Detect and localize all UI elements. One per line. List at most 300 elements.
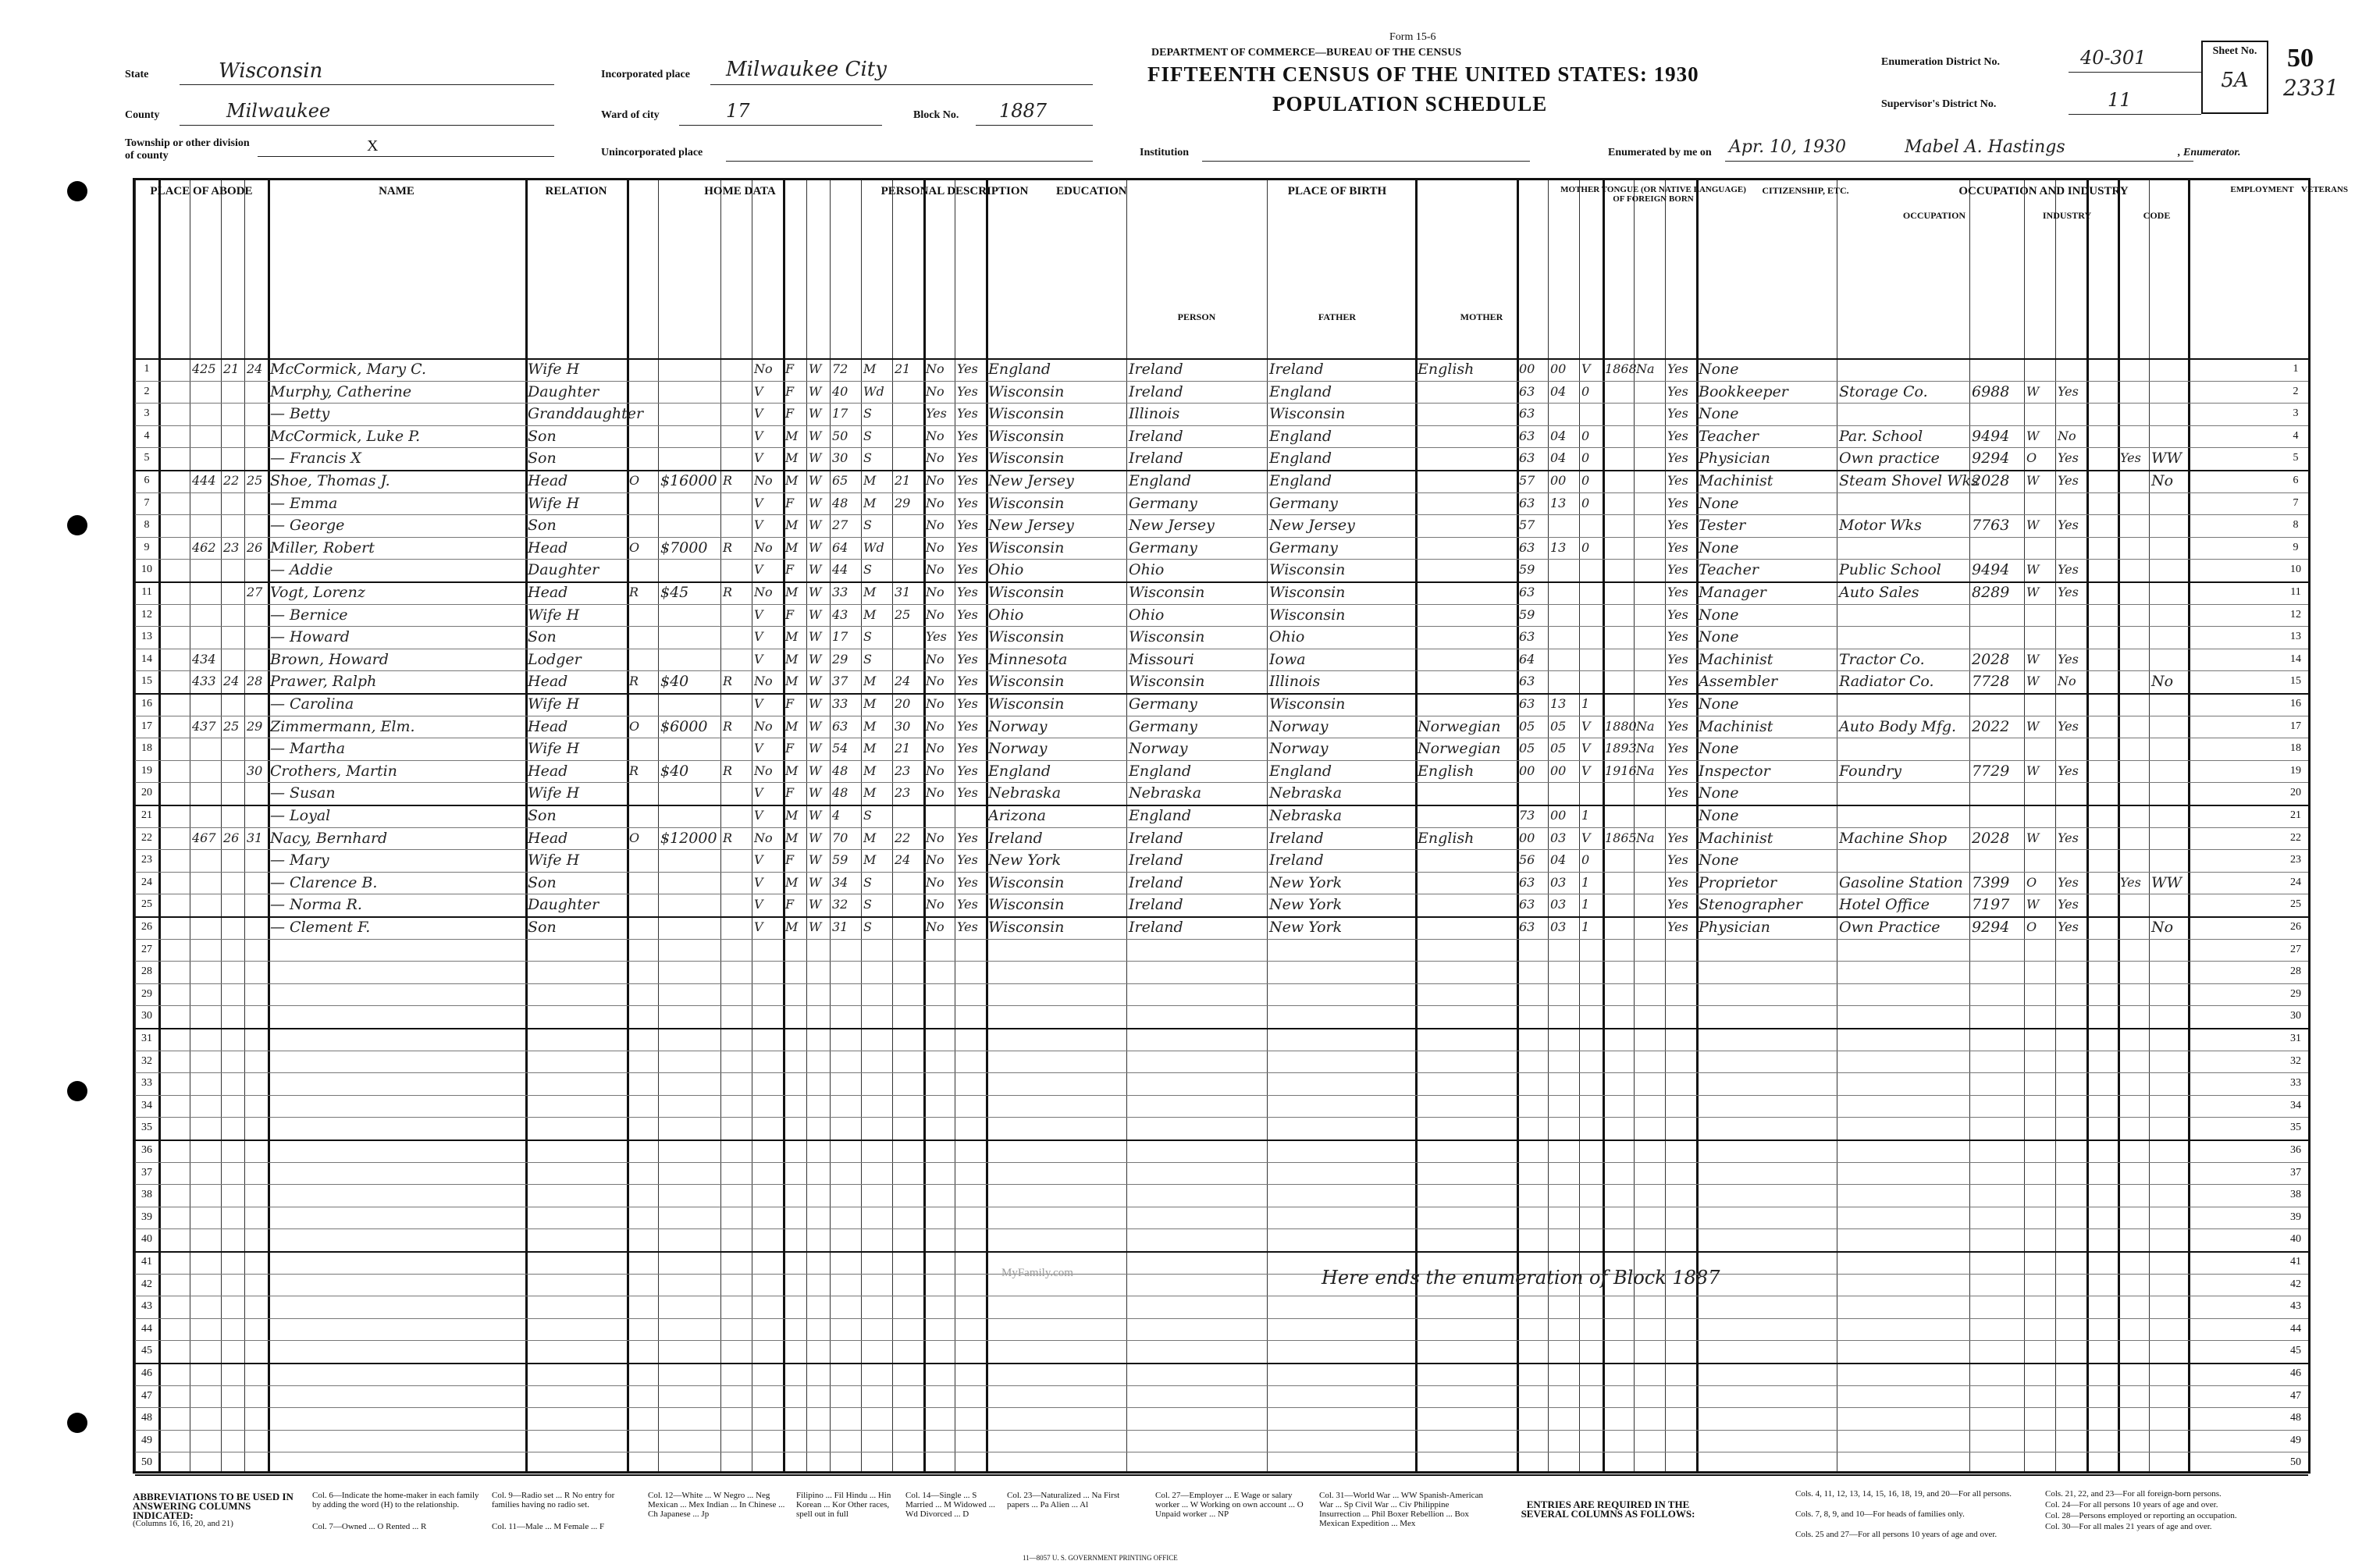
cell-b-father: England [1129, 472, 1192, 489]
row-number-left: 38 [141, 1189, 152, 1201]
row-rule [135, 1005, 2308, 1006]
cell-school: No [926, 651, 944, 667]
cell-c1: 64 [1519, 651, 1535, 667]
county-label: County [125, 109, 160, 121]
cell-b-mother: Wisconsin [1269, 606, 1346, 624]
cell-read: Yes [957, 651, 978, 667]
cell-tongue: Norwegian [1418, 717, 1501, 735]
cell-name: — Addie [270, 561, 333, 579]
row-number-left: 9 [144, 541, 150, 553]
cell-school: No [926, 763, 944, 778]
cell-work: Yes [2058, 874, 2079, 890]
cell-code: 2028 [1972, 829, 2010, 847]
row-number-right: 1 [2293, 363, 2299, 375]
cell-b-person: Wisconsin [988, 673, 1065, 691]
cell-farm: No [754, 361, 773, 376]
row-number-left: 21 [141, 809, 152, 821]
cell-ind: Auto Sales [1839, 584, 1919, 601]
cell-value: $12000 [660, 829, 717, 847]
cell-c2: 03 [1550, 830, 1567, 845]
cell-school: No [926, 585, 944, 599]
cell-work: Yes [2058, 718, 2079, 734]
cell-b-mother: Wisconsin [1269, 695, 1346, 713]
cell-code: 7763 [1972, 517, 2010, 535]
cell-marital: M [863, 696, 877, 711]
row-rule [135, 514, 2308, 515]
row-rule [135, 1407, 2308, 1408]
cell-name: — Emma [270, 494, 338, 512]
cell-name: — Loyal [270, 807, 331, 824]
cell-school: No [926, 897, 944, 912]
cell-occ: None [1699, 807, 1739, 824]
cell-marital: S [863, 874, 872, 890]
cell-war: No [2151, 919, 2174, 936]
row-number-right: 2 [2293, 385, 2299, 397]
cell-tongue: English [1418, 829, 1475, 847]
row-number-right: 19 [2290, 764, 2301, 777]
footer-col14: Col. 14—Single ... S Married ... M Widowed ... Wd Divorced ... D [905, 1491, 995, 1519]
cell-b-father: Missouri [1129, 650, 1194, 668]
cell-age: 59 [832, 852, 848, 868]
cell-war: No [2151, 472, 2174, 489]
cell-c1: 63 [1519, 674, 1535, 689]
cell-b-person: Wisconsin [988, 695, 1065, 713]
cell-c3: V [1581, 361, 1591, 376]
cell-b-person: Ohio [988, 606, 1024, 624]
cell-dwelling: 21 [223, 361, 240, 376]
footer-col11: Col. 11—Male ... M Female ... F [492, 1522, 605, 1531]
cell-c2: 03 [1550, 874, 1567, 890]
cell-family: 26 [247, 539, 263, 555]
cell-name: Vogt, Lorenz [270, 584, 365, 601]
cell-sex: M [785, 629, 799, 645]
row-number-right: 29 [2290, 987, 2301, 1000]
group-place-of-birth: PLACE OF BIRTH [1287, 185, 1387, 197]
row-number-right: 32 [2290, 1054, 2301, 1067]
cell-code: 8289 [1972, 584, 2010, 601]
cell-cls: W [2026, 428, 2040, 443]
row-number-left: 25 [141, 898, 152, 911]
cell-b-mother: New Jersey [1269, 517, 1355, 535]
cell-farm: V [754, 852, 763, 868]
supervisor-district-value: 11 [2108, 89, 2132, 111]
footer-abbreviations-sub: (Columns 16, 16, 20, and 21) [133, 1519, 233, 1528]
cell-c2: 00 [1550, 808, 1567, 823]
cell-read: Yes [957, 450, 978, 466]
row-rule [135, 961, 2308, 962]
cell-race: W [809, 830, 822, 845]
row-number-left: 18 [141, 742, 152, 755]
cell-work: Yes [2058, 450, 2079, 466]
cell-ind: Par. School [1839, 427, 1923, 445]
cell-b-father: Wisconsin [1129, 673, 1205, 691]
cell-eng: Yes [1667, 495, 1688, 510]
row-number-left: 5 [144, 452, 150, 464]
row-rule [135, 1340, 2308, 1341]
cell-cls: W [2026, 585, 2040, 599]
cell-eng: Yes [1667, 383, 1688, 399]
cell-read: Yes [957, 428, 978, 443]
row-rule [135, 872, 2308, 873]
cell-ind: Radiator Co. [1839, 673, 1934, 691]
cell-b-father: Ireland [1129, 896, 1183, 914]
cell-family: 30 [247, 763, 263, 778]
cell-b-person: Wisconsin [988, 628, 1065, 646]
cell-sex: M [785, 808, 799, 823]
group-mother-tongue: MOTHER TONGUE (OR NATIVE LANGUAGE) OF FOREIGN BORN [1560, 185, 1746, 204]
row-number-left: 17 [141, 720, 152, 732]
cell-school: No [926, 450, 944, 466]
row-number-right: 36 [2290, 1144, 2301, 1156]
subheader-person: PERSON [1177, 311, 1216, 322]
cell-ind: Own Practice [1839, 919, 1941, 936]
cell-school: No [926, 473, 944, 488]
cell-c3: V [1581, 830, 1591, 845]
cell-b-person: Wisconsin [988, 584, 1065, 601]
column-rule [2188, 180, 2190, 1471]
cell-rel: Lodger [528, 650, 582, 668]
row-number-left: 7 [144, 496, 150, 509]
row-rule [135, 1162, 2308, 1163]
cell-age: 4 [832, 808, 841, 823]
cell-value: $6000 [660, 717, 708, 735]
punch-hole [67, 181, 87, 201]
cell-radio: R [723, 718, 733, 734]
cell-nat: Na [1636, 361, 1655, 376]
cell-occ: None [1699, 494, 1739, 512]
cell-b-person: Norway [988, 740, 1048, 758]
row-rule [135, 1430, 2308, 1431]
cell-c2: 05 [1550, 741, 1567, 756]
cell-occ: Proprietor [1699, 873, 1777, 891]
cell-code: 6988 [1972, 382, 2010, 400]
enumerator-name: Mabel A. Hastings [1905, 137, 2065, 157]
cell-age-marr: 25 [895, 606, 911, 622]
footer-entries-1: Cols. 4, 11, 12, 13, 14, 15, 16, 18, 19, and 20—For all persons. [1795, 1489, 2012, 1499]
cell-c1: 63 [1519, 428, 1535, 443]
cell-age-marr: 29 [895, 495, 911, 510]
cell-c2: 05 [1550, 718, 1567, 734]
cell-marital: M [863, 361, 877, 376]
cell-eng: Yes [1667, 562, 1688, 578]
cell-race: W [809, 718, 822, 734]
row-rule [135, 1363, 2308, 1364]
cell-farm: V [754, 874, 763, 890]
cell-eng: Yes [1667, 629, 1688, 645]
cell-eng: Yes [1667, 874, 1688, 890]
cell-eng: Yes [1667, 852, 1688, 868]
cell-name: — Howard [270, 628, 350, 646]
cell-b-father: Germany [1129, 539, 1197, 556]
cell-read: Yes [957, 562, 978, 578]
group-citizenship: CITIZENSHIP, ETC. [1762, 185, 1849, 196]
footer-col6: Col. 6—Indicate the home-maker in each family by adding the word (H) to the relationship. [312, 1491, 479, 1509]
row-number-left: 2 [144, 385, 150, 397]
cell-rel: Wife H [528, 494, 580, 512]
cell-school: No [926, 852, 944, 868]
cell-name: Crothers, Martin [270, 762, 397, 780]
row-number-left: 12 [141, 608, 152, 620]
row-number-left: 4 [144, 429, 150, 442]
cell-work: Yes [2058, 897, 2079, 912]
cell-b-person: New Jersey [988, 472, 1074, 489]
row-number-left: 42 [141, 1278, 152, 1290]
cell-race: W [809, 696, 822, 711]
cell-b-mother: England [1269, 382, 1332, 400]
cell-sex: F [785, 606, 795, 622]
cell-b-father: Ireland [1129, 829, 1183, 847]
cell-b-mother: Iowa [1269, 650, 1306, 668]
cell-c1: 63 [1519, 495, 1535, 510]
cell-b-mother: England [1269, 427, 1332, 445]
cell-c3: 1 [1581, 919, 1590, 934]
cell-b-mother: England [1269, 762, 1332, 780]
row-number-left: 10 [141, 564, 152, 576]
cell-immig: 1868 [1605, 361, 1637, 376]
cell-house: 433 [192, 674, 216, 689]
cell-cls: O [2026, 919, 2037, 934]
column-rule [1267, 180, 1268, 1471]
row-rule [135, 1072, 2308, 1073]
cell-eng: Yes [1667, 763, 1688, 778]
cell-race: W [809, 539, 822, 555]
cell-race: W [809, 428, 822, 443]
row-rule [135, 1028, 2308, 1029]
row-number-left: 48 [141, 1412, 152, 1424]
row-rule [135, 693, 2308, 695]
cell-b-mother: New York [1269, 873, 1343, 891]
cell-value: $7000 [660, 539, 708, 556]
cell-school: No [926, 674, 944, 689]
column-rule [720, 180, 721, 1471]
row-number-left: 26 [141, 921, 152, 933]
row-number-left: 24 [141, 876, 152, 888]
cell-b-person: Wisconsin [988, 382, 1065, 400]
column-rule [658, 180, 659, 1471]
cell-ind: Public School [1839, 561, 1941, 579]
cell-sex: M [785, 651, 799, 667]
cell-marital: Wd [863, 383, 884, 399]
page-number: 50 [2287, 44, 2314, 73]
row-rule [135, 626, 2308, 627]
cell-c1: 63 [1519, 696, 1535, 711]
cell-b-father: Germany [1129, 494, 1197, 512]
cell-c1: 73 [1519, 808, 1535, 823]
cell-c3: 1 [1581, 874, 1590, 890]
cell-vet: Yes [2120, 450, 2141, 466]
row-rule [135, 983, 2308, 984]
cell-read: Yes [957, 763, 978, 778]
row-number-left: 47 [141, 1389, 152, 1402]
cell-ind: Auto Body Mfg. [1839, 717, 1957, 735]
cell-read: Yes [957, 674, 978, 689]
cell-school: Yes [926, 406, 947, 421]
column-rule [806, 180, 807, 1471]
row-rule [135, 559, 2308, 560]
cell-name: — Clarence B. [270, 873, 378, 891]
cell-marital: S [863, 428, 872, 443]
cell-c1: 56 [1519, 852, 1535, 868]
column-rule [2086, 180, 2089, 1471]
cell-name: — Martha [270, 740, 346, 758]
cell-code: 7729 [1972, 762, 2010, 780]
cell-farm: V [754, 919, 763, 934]
column-rule [861, 180, 862, 1471]
cell-name: — Bernice [270, 606, 348, 624]
cell-race: W [809, 651, 822, 667]
cell-name: Shoe, Thomas J. [270, 472, 390, 489]
cell-age: 37 [832, 674, 848, 689]
cell-name: — Susan [270, 784, 336, 802]
cell-read: Yes [957, 517, 978, 533]
row-rule [135, 1228, 2308, 1229]
cell-occ: None [1699, 628, 1739, 646]
cell-cls: W [2026, 897, 2040, 912]
cell-code: 9294 [1972, 919, 2010, 936]
cell-radio: R [723, 473, 733, 488]
cell-family: 25 [247, 473, 263, 488]
cell-farm: V [754, 897, 763, 912]
footer-entries-7: Col. 30—For all males 21 years of age and over. [2045, 1522, 2212, 1531]
group-employment: EMPLOYMENT [2230, 185, 2294, 194]
punch-hole [67, 1081, 87, 1101]
cell-cls: W [2026, 473, 2040, 488]
cell-rel: Wife H [528, 606, 580, 624]
cell-code: 9494 [1972, 561, 2010, 579]
cell-age-marr: 23 [895, 785, 911, 801]
row-number-right: 45 [2290, 1345, 2301, 1357]
cell-ind: Foundry [1839, 762, 1902, 780]
row-number-left: 13 [141, 631, 152, 643]
cell-farm: No [754, 585, 773, 599]
cell-c3: 0 [1581, 383, 1590, 399]
cell-school: No [926, 562, 944, 578]
row-number-left: 35 [141, 1122, 152, 1134]
cell-c3: V [1581, 741, 1591, 756]
cell-farm: V [754, 696, 763, 711]
group-veterans: VETERANS [2301, 185, 2348, 194]
ward-label: Ward of city [601, 109, 660, 121]
cell-marital: S [863, 562, 872, 578]
cell-c1: 63 [1519, 383, 1535, 399]
cell-age-marr: 24 [895, 852, 911, 868]
row-number-right: 46 [2290, 1367, 2301, 1379]
cell-house: 467 [192, 830, 216, 845]
group-home-data: HOME DATA [704, 185, 776, 197]
cell-cls: W [2026, 517, 2040, 533]
row-rule [135, 1095, 2308, 1096]
cell-c3: 0 [1581, 473, 1590, 488]
cell-c2: 00 [1550, 361, 1567, 376]
cell-farm: V [754, 450, 763, 466]
cell-b-mother: New York [1269, 896, 1343, 914]
cell-cls: O [2026, 450, 2037, 466]
cell-sex: M [785, 450, 799, 466]
cell-name: Prawer, Ralph [270, 673, 377, 691]
row-number-left: 20 [141, 787, 152, 799]
cell-farm: No [754, 674, 773, 689]
cell-c2: 13 [1550, 495, 1567, 510]
row-number-right: 49 [2290, 1434, 2301, 1446]
cell-rel: Head [528, 829, 568, 847]
cell-work: Yes [2058, 585, 2079, 599]
cell-rel: Daughter [528, 561, 599, 579]
cell-age-marr: 24 [895, 674, 911, 689]
row-number-right: 17 [2290, 720, 2301, 732]
row-number-left: 36 [141, 1144, 152, 1156]
row-number-left: 37 [141, 1166, 152, 1179]
row-number-right: 5 [2293, 452, 2299, 464]
cell-occ: Tester [1699, 517, 1746, 535]
cell-c1: 00 [1519, 830, 1535, 845]
cell-sex: M [785, 718, 799, 734]
cell-work: Yes [2058, 383, 2079, 399]
row-rule [135, 581, 2308, 583]
cell-marital: M [863, 495, 877, 510]
cell-race: W [809, 808, 822, 823]
row-number-left: 32 [141, 1054, 152, 1067]
cell-school: No [926, 539, 944, 555]
row-number-right: 37 [2290, 1166, 2301, 1179]
row-number-left: 29 [141, 987, 152, 1000]
cell-c1: 00 [1519, 361, 1535, 376]
cell-marital: S [863, 517, 872, 533]
department-line: DEPARTMENT OF COMMERCE—BUREAU OF THE CENSUS [1151, 47, 1462, 59]
cell-c1: 63 [1519, 406, 1535, 421]
row-number-left: 15 [141, 675, 152, 688]
cell-tenure: O [629, 539, 640, 555]
cell-immig: 1865 [1605, 830, 1637, 845]
cell-farm: V [754, 495, 763, 510]
cell-race: W [809, 361, 822, 376]
stamp-number: 2331 [2283, 75, 2339, 101]
cell-dwelling: 22 [223, 473, 240, 488]
cell-marital: Wd [863, 539, 884, 555]
cell-name: — Clement F. [270, 919, 371, 936]
cell-sex: M [785, 428, 799, 443]
county-value: Milwaukee [226, 100, 331, 122]
column-rule [1126, 180, 1127, 1471]
cell-school: No [926, 830, 944, 845]
cell-c3: 1 [1581, 897, 1590, 912]
cell-b-father: Ireland [1129, 919, 1183, 936]
cell-radio: R [723, 585, 733, 599]
cell-age: 48 [832, 785, 848, 801]
cell-b-person: New York [988, 852, 1062, 869]
cell-radio: R [723, 763, 733, 778]
cell-race: W [809, 674, 822, 689]
cell-name: Miller, Robert [270, 539, 375, 556]
cell-ind: Tractor Co. [1839, 650, 1925, 668]
cell-rel: Son [528, 427, 557, 445]
cell-name: Zimmermann, Elm. [270, 717, 415, 735]
cell-sex: M [785, 919, 799, 934]
ward-value: 17 [726, 100, 750, 122]
cell-rel: Son [528, 807, 557, 824]
cell-c3: V [1581, 718, 1591, 734]
printer-line: 11—8057 U. S. GOVERNMENT PRINTING OFFICE [1023, 1554, 1178, 1562]
cell-work: Yes [2058, 562, 2079, 578]
cell-eng: Yes [1667, 651, 1688, 667]
row-rule [135, 1140, 2308, 1141]
row-rule [135, 805, 2308, 806]
cell-house: 425 [192, 361, 216, 376]
cell-c1: 00 [1519, 763, 1535, 778]
cell-b-father: Germany [1129, 717, 1197, 735]
cell-b-person: Norway [988, 717, 1048, 735]
column-rule [2149, 180, 2150, 1471]
cell-name: — Francis X [270, 450, 361, 468]
